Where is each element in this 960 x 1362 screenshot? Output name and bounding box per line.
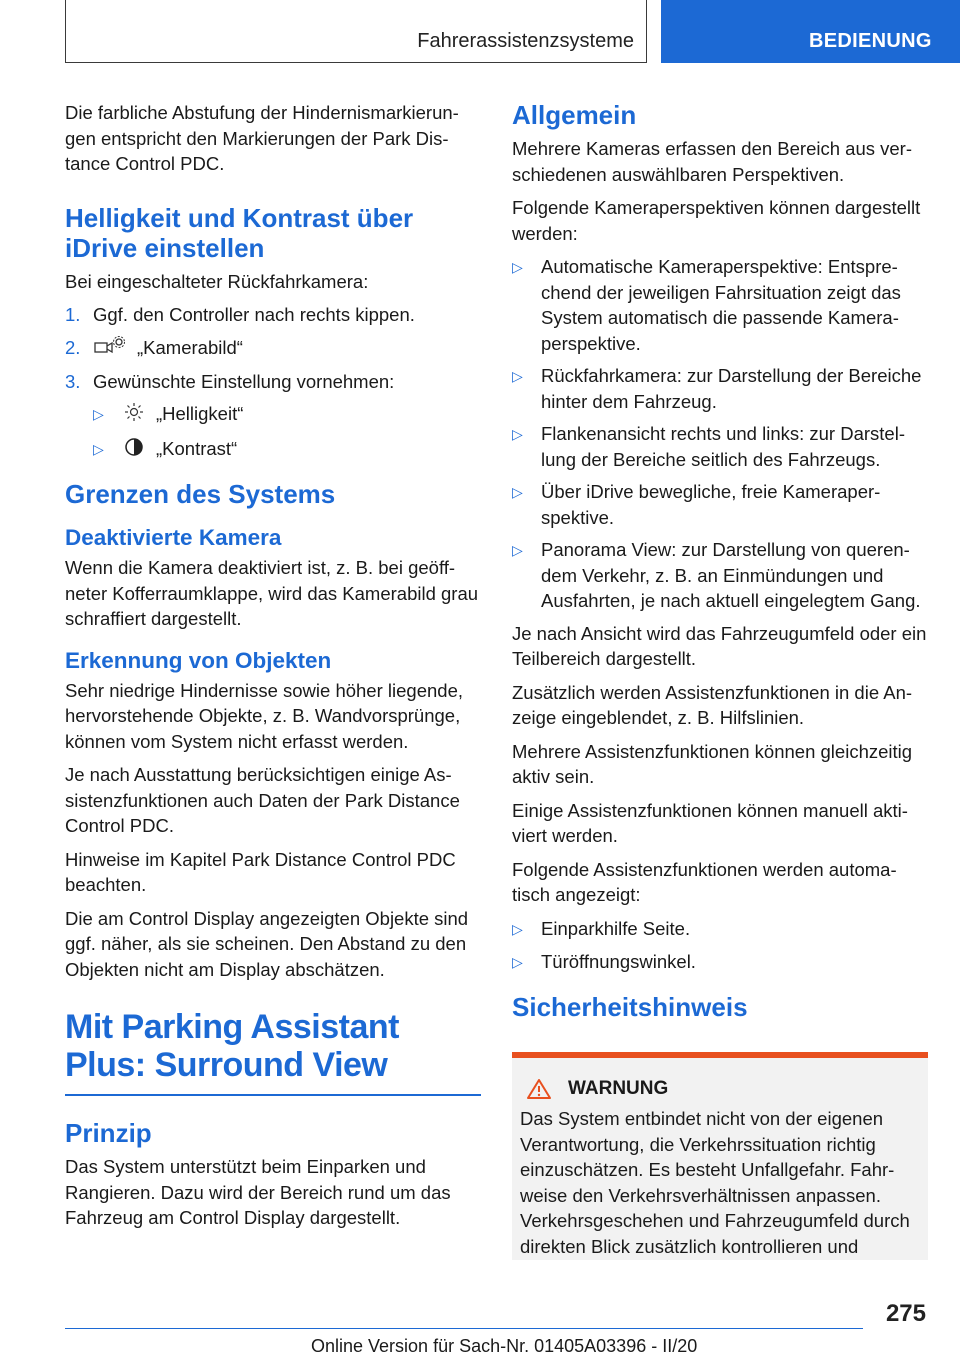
footer-online-version: Online Version für Sach-Nr. 01405A03396 - II/20: [311, 1336, 698, 1356]
perspective-text: Über iDrive bewegliche, freie Kameraperspektive.: [541, 481, 881, 528]
camera-settings-icon: [93, 335, 127, 362]
perspective-item: [512, 421, 928, 472]
perspective-text: Panorama View: zur Darstellung von querendem Verkehr, z. B. an Einmündungen und Ausfahrten, je nach aktuell eingelegtem Gang.: [541, 539, 921, 611]
contrast-icon: [122, 437, 146, 464]
perspective-item: [512, 537, 928, 614]
brightness-paragraph: Bei eingeschalteter Rückfahrkamera:: [65, 270, 369, 292]
header-tab-label: BEDIENUNG: [809, 30, 932, 52]
auto-function-item: [512, 949, 928, 976]
detection-paragraph-2: Je nach Ausstattung berücksichtigen einige Assistenzfunktionen auch Daten der Park Distance Control PDC.: [65, 764, 460, 837]
general-paragraph-7: Folgende Assistenzfunktionen werden automatisch angezeigt:: [512, 858, 897, 905]
detection-paragraph-4: Die am Control Display angezeigten Objekte sind ggf. näher, als sie scheinen. Den Abstand zu den Objekten nicht am Display abschätzen.: [65, 907, 469, 980]
bullet-triangle-icon: ▷: [512, 368, 523, 384]
warning-box: [512, 1052, 928, 1260]
warning-triangle-icon: [526, 1078, 552, 1100]
page-number: 275: [885, 1300, 926, 1327]
bullet-triangle-icon: ▷: [93, 406, 104, 423]
general-paragraph-4: Zusätzlich werden Assistenzfunktionen in die Anzeige eingeblendet, z. B. Hilfslinien.: [512, 681, 913, 728]
step-text: Ggf. den Controller nach rechts kippen.: [93, 304, 415, 325]
intro-paragraph: Die farbliche Abstufung der Hindernismarkierungen entspricht den Markierungen der Park Distance Control PDC.: [65, 102, 459, 174]
heading-general: Allgemein: [512, 100, 637, 130]
heading-limits: Grenzen des Systems: [65, 479, 336, 510]
bullet-triangle-icon: ▷: [512, 259, 523, 275]
perspective-text: Rückfahrkamera: zur Darstellung der Bereiche hinter dem Fahrzeug.: [541, 365, 922, 412]
step-number: 3.: [65, 370, 81, 392]
footer-rule: [65, 1328, 863, 1329]
heading-safety: Sicherheitshinweis: [512, 991, 748, 1022]
substep-text: „Kontrast“: [156, 437, 238, 459]
substep-text: „Helligkeit“: [156, 403, 244, 425]
step-text: Gewünschte Einstellung vornehmen:: [93, 370, 395, 392]
deactivated-paragraph: Wenn die Kamera deaktiviert ist, z. B. bei geöffneter Kofferraumklappe, wird das Kamerabild grau schraffiert dargestellt.: [65, 557, 479, 630]
detection-paragraph-1: Sehr niedrige Hindernisse sowie höher liegende, hervorstehende Objekte, z. B. Wandvorsprünge, können vom System nicht erfasst werden.: [65, 679, 463, 752]
general-paragraph-5: Mehrere Assistenzfunktionen können gleichzeitig aktiv sein.: [512, 740, 913, 787]
step-2: [65, 335, 481, 362]
header-tab[interactable]: [661, 0, 960, 63]
general-paragraph-3: Je nach Ansicht wird das Fahrzeugumfeld oder ein Teilbereich dargestellt.: [512, 622, 927, 669]
step-number: 1.: [65, 304, 81, 325]
heading-underline: [65, 1094, 481, 1096]
heading-principle: Prinzip: [65, 1118, 152, 1149]
bullet-triangle-icon: ▷: [512, 954, 523, 970]
left-column: [65, 100, 481, 1239]
auto-function-text: Einparkhilfe Seite.: [541, 917, 691, 939]
heading-detection: Erkennung von Objekten: [65, 647, 332, 673]
warning-header: [520, 1078, 920, 1100]
step-3: [65, 369, 481, 395]
bullet-triangle-icon: ▷: [93, 440, 104, 457]
header-section-box: [65, 0, 647, 63]
right-column: [512, 100, 928, 1028]
perspective-text: Automatische Kameraperspektive: Entsprechend der jeweiligen Fahrsituation zeigt das System automatisch die passende Kameraperspektive.: [541, 256, 901, 354]
auto-function-item: [512, 916, 928, 943]
bullet-triangle-icon: ▷: [512, 484, 523, 500]
warning-text: Das System entbindet nicht von der eigenen Verantwortung, die Verkehrssituation richtig einzuschätzen. Es besteht Unfallgefahr. Fahrweise den Verkehrsverhältnissen anpassen. Verkehrsgeschehen und Fahrzeugumfeld durch direkten Blick zusätzlich kontrollieren und: [520, 1108, 910, 1257]
header-section-title: Fahrerassistenzsysteme: [417, 30, 634, 52]
heading-main: Mit Parking Assistant Plus: Surround View: [65, 1008, 399, 1085]
perspective-item: [512, 363, 928, 414]
bullet-triangle-icon: ▷: [512, 920, 523, 937]
heading-brightness: Helligkeit und Kontrast über iDrive einstellen: [65, 202, 414, 263]
substep-brightness: [93, 401, 481, 428]
step-1: [65, 302, 481, 328]
substep-contrast: [93, 436, 481, 463]
warning-title: WARNUNG: [568, 1078, 669, 1099]
heading-deactivated: Deaktivierte Kamera: [65, 525, 282, 551]
auto-function-text: Türöffnungswinkel.: [541, 951, 696, 972]
general-paragraph-6: Einige Assistenzfunktionen können manuell aktiviert werden.: [512, 799, 908, 846]
general-paragraph-1: Mehrere Kameras erfassen den Bereich aus verschiedenen auswählbaren Perspektiven.: [512, 138, 913, 185]
general-paragraph-2: Folgende Kameraperspektiven können dargestellt werden:: [512, 197, 921, 244]
detection-paragraph-3: Hinweise im Kapitel Park Distance Control PDC beachten.: [65, 848, 456, 896]
principle-paragraph: Das System unterstützt beim Einparken und Rangieren. Dazu wird der Bereich rund um das Fahrzeug am Control Display dargestellt.: [65, 1156, 451, 1229]
step-text: „Kamerabild“: [137, 336, 243, 358]
brightness-icon: [122, 402, 146, 429]
bullet-triangle-icon: ▷: [512, 542, 523, 558]
perspective-text: Flankenansicht rechts und links: zur Darstellung der Bereiche seitlich des Fahrzeugs.: [541, 423, 905, 470]
step-number: 2.: [65, 336, 81, 358]
perspective-item: [512, 479, 928, 530]
perspective-item: [512, 254, 928, 356]
bullet-triangle-icon: ▷: [512, 426, 523, 442]
